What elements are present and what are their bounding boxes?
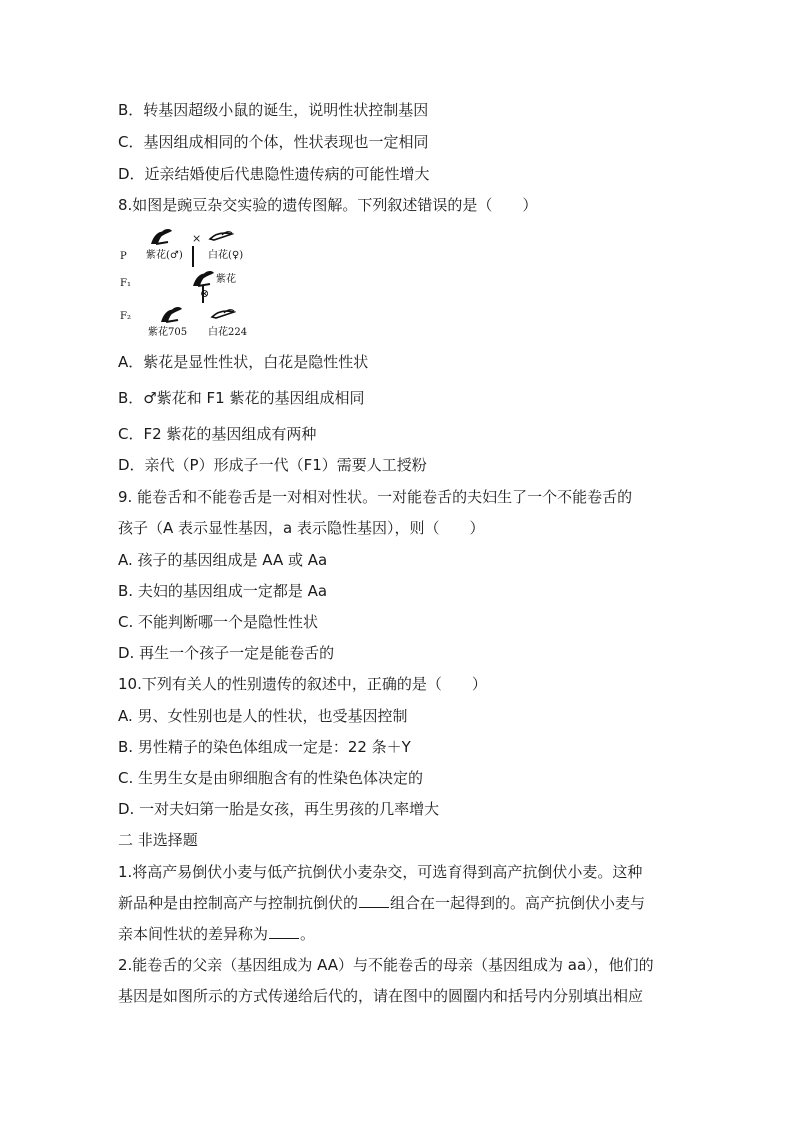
option-9b: B. 夫妇的基因组成一定都是 Aa <box>118 582 328 600</box>
option-8a: A．紫花是显性性状，白花是隐性性状 <box>118 353 369 371</box>
option-7b: B．转基因超级小鼠的诞生，说明性状控制基因 <box>118 101 429 119</box>
q2-line2: 基因是如图所示的方式传递给后代的，请在图中的圆圈内和括号内分别填出相应 <box>118 987 644 1005</box>
q1-line1: 1.将高产易倒伏小麦与低产抗倒伏小麦杂交，可选育得到高产抗倒伏小麦。这种 <box>118 863 643 881</box>
f1-flower-label: 紫花 <box>216 274 236 285</box>
q1-text-a: 新品种是由控制高产与控制抗倒伏的 <box>118 894 359 912</box>
option-9c: C. 不能判断哪一个是隐性性状 <box>118 613 319 631</box>
f2-white-flower-icon <box>210 308 236 320</box>
cross-symbol: × <box>192 232 202 245</box>
section-heading: 二 非选择题 <box>118 831 198 849</box>
arrow-p-to-f1-icon <box>190 246 196 268</box>
option-10d: D. 一对夫妇第一胎是女孩，再生男孩的几率增大 <box>118 800 440 818</box>
q1-line2 <box>118 893 645 913</box>
option-7d: D．近亲结婚使后代患隐性遗传病的可能性增大 <box>118 165 430 183</box>
white-flower-icon <box>208 230 234 242</box>
q1-text-d: 。 <box>300 925 316 943</box>
option-10c: C. 生男生女是由卵细胞含有的性染色体决定的 <box>118 769 424 787</box>
self-cross-symbol: ⊗ <box>200 287 210 300</box>
f1-purple-flower-icon <box>190 268 216 288</box>
option-10a: A. 男、女性别也是人的性状，也受基因控制 <box>118 707 408 725</box>
purple-flower-icon <box>148 226 174 246</box>
answer-blank-2[interactable] <box>269 924 299 939</box>
option-8c: C．F2 紫花的基因组成有两种 <box>118 425 317 443</box>
option-10b: B. 男性精子的染色体组成一定是：22 条＋Y <box>118 738 411 756</box>
f2-purple-flower-icon <box>158 304 184 324</box>
p-female-label: 白花(♀) <box>208 250 244 261</box>
answer-blank-1[interactable] <box>359 893 389 908</box>
q2-line1: 2.能卷舌的父亲（基因组成为 AA）与不能卷舌的母亲（基因组成为 aa），他们的 <box>118 956 654 974</box>
label-p: P <box>120 251 127 262</box>
option-9a: A. 孩子的基因组成是 AA 或 Aa <box>118 551 328 569</box>
f2-purple-count: 紫花705 <box>148 327 188 338</box>
f2-white-count: 白花224 <box>208 327 248 338</box>
option-9d: D. 再生一个孩子一定是能卷舌的 <box>118 644 335 662</box>
option-8b: B．♂紫花和 F1 紫花的基因组成相同 <box>118 389 365 407</box>
pea-cross-diagram <box>118 224 278 346</box>
option-8d: D．亲代（P）形成子一代（F1）需要人工授粉 <box>118 456 427 474</box>
p-male-label: 紫花(♂) <box>146 250 183 261</box>
question-10: 10.下列有关人的性别遗传的叙述中，正确的是（ ） <box>118 675 487 693</box>
q1-line3 <box>118 924 315 944</box>
question-9-line1: 9. 能卷舌和不能卷舌是一对相对性状。一对能卷舌的夫妇生了一个不能卷舌的 <box>118 488 633 506</box>
question-8: 8.如图是豌豆杂交实验的遗传图解。下列叙述错误的是（ ） <box>118 196 538 214</box>
option-7c: C．基因组成相同的个体，性状表现也一定相同 <box>118 133 429 151</box>
q1-text-c: 亲本间性状的差异称为 <box>118 925 269 943</box>
label-f1: F₁ <box>120 278 131 289</box>
question-9-line2: 孩子（A 表示显性基因，a 表示隐性基因），则（ ） <box>118 519 485 537</box>
label-f2: F₂ <box>120 311 131 322</box>
q1-text-b: 组合在一起得到的。高产抗倒伏小麦与 <box>390 894 646 912</box>
